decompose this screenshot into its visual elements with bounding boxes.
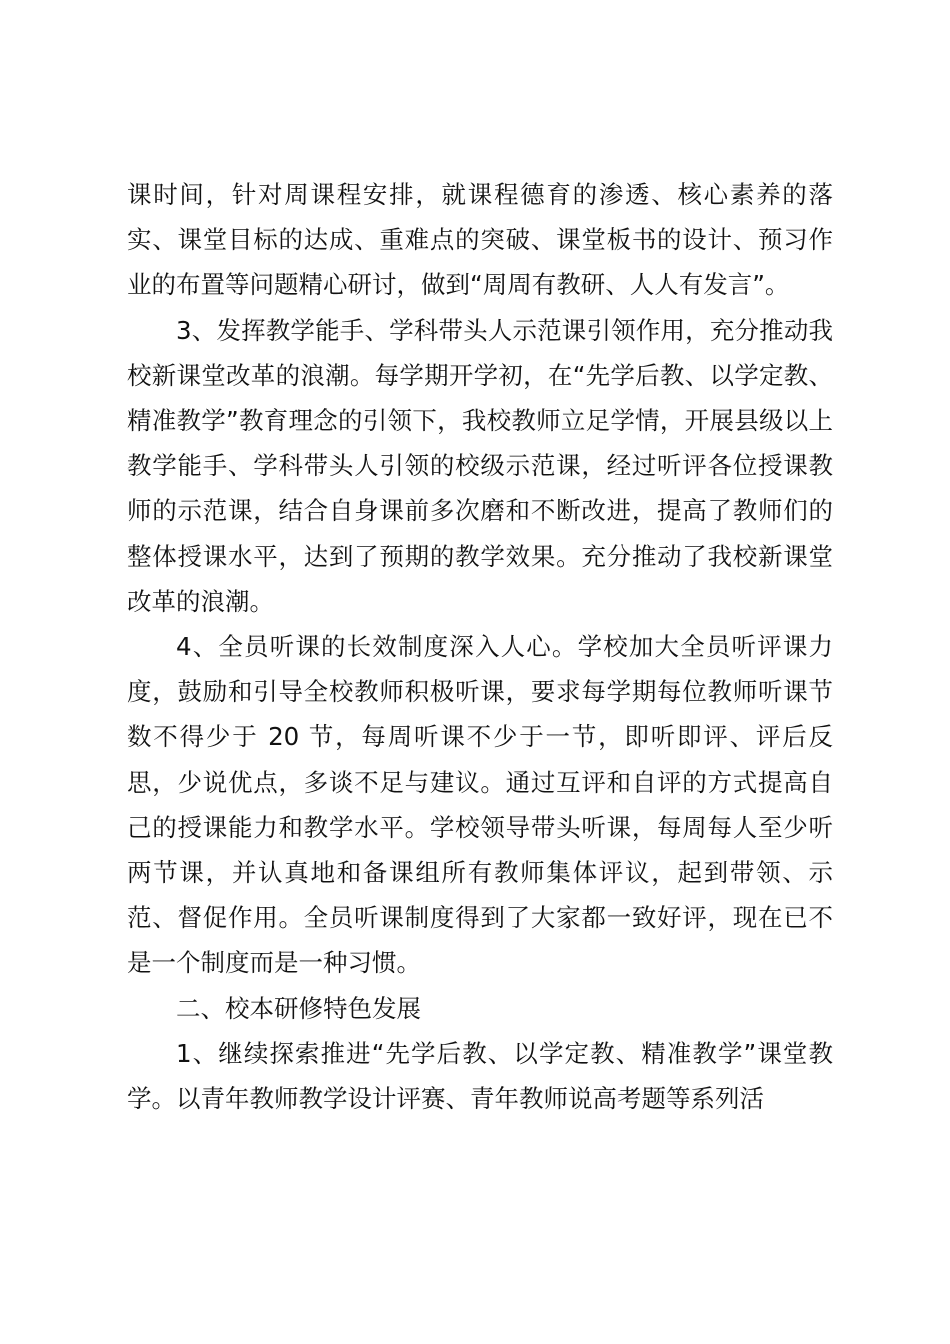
paragraph-classroom-teaching: 1、继续探索推进“先学后教、以学定教、精准教学”课堂教学。以青年教师教学设计评赛、青年教师说高考题等系列活 <box>127 1038 833 1114</box>
paragraph-continuation: 课时间，针对周课程安排，就课程德育的渗透、核心素养的落实、课堂目标的达成、重难点的突破、课堂板书的设计、预习作业的布置等问题精心研讨，做到“周周有教研、人人有发言”。 <box>127 180 833 300</box>
paragraph-demonstration-lessons: 3、发挥教学能手、学科带头人示范课引领作用，充分推动我校新课堂改革的浪潮。每学期开学初，在“先学后教、以学定教、精准教学”教育理念的引领下，我校教师立足学情，开展县级以上教学能手、学科带头人引领的校级示范课，经过听评各位授课教师的示范课，结合自身课前多次磨和不断改进，提高了教师们的整体授课水平，达到了预期的教学效果。充分推动了我校新课堂改革的浪潮。 <box>127 315 833 616</box>
paragraph-lesson-observation: 4、全员听课的长效制度深入人心。学校加大全员听评课力度，鼓励和引导全校教师积极听课，要求每学期每位教师听课节数不得少于 20 节，每周听课不少于一节，即听即评、评后反思，少说优点，多谈不足与建议。通过互评和自评的方式提高自己的授课能力和教学水平。学校领导带头听课，每周每人至少听两节课，并认真地和备课组所有教师集体评议，起到带领、示范、督促作用。全员听课制度得到了大家都一致好评，现在已不是一个制度而是一种习惯。 <box>127 632 833 978</box>
section-heading-school-based-training: 二、校本研修特色发展 <box>176 993 421 1023</box>
document-body <box>127 172 833 1121</box>
